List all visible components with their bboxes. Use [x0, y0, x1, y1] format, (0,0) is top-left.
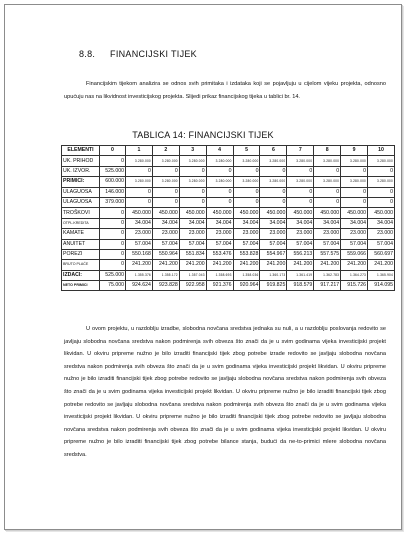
row-label: IZDACI: — [62, 270, 100, 280]
table-cell: 550.964 — [152, 249, 179, 259]
table-cell: 57.004 — [206, 239, 233, 249]
table-caption: TABLICA 14: FINANCIJSKI TIJEK — [132, 130, 274, 140]
table-cell: 0 — [341, 166, 368, 176]
table-cell: 0 — [100, 229, 126, 239]
table-cell: 3.280.000 — [260, 156, 287, 166]
table-cell: 0 — [100, 218, 126, 228]
table-cell: 1.365.904 — [368, 270, 395, 280]
table-cell: 23.000 — [152, 229, 179, 239]
table-cell: 34.004 — [152, 218, 179, 228]
table-cell: 1.361.419 — [287, 270, 314, 280]
table-cell: 0 — [314, 187, 341, 197]
column-header: 0 — [100, 146, 126, 156]
table-cell: 0 — [233, 166, 260, 176]
table-cell: 34.004 — [260, 218, 287, 228]
table-cell: 34.004 — [341, 218, 368, 228]
table-cell: 34.004 — [179, 218, 206, 228]
table-cell: 0 — [314, 166, 341, 176]
table-cell: 918.579 — [287, 281, 314, 291]
table-cell: 554.967 — [260, 249, 287, 259]
table-cell: 34.004 — [233, 218, 260, 228]
table-cell: 23.000 — [287, 229, 314, 239]
column-header: 9 — [341, 146, 368, 156]
table-cell: 3.280.000 — [368, 156, 395, 166]
table-cell: 0 — [260, 197, 287, 207]
table-cell: 57.004 — [152, 239, 179, 249]
table-row — [62, 249, 395, 259]
table-cell: 559.066 — [341, 249, 368, 259]
row-label: NETO PRIMICI — [62, 281, 100, 291]
column-header: ELEMENTI — [62, 146, 100, 156]
table-cell: 0 — [126, 187, 153, 197]
row-label: PRIMICI: — [62, 177, 100, 187]
section-heading — [79, 49, 197, 59]
table-cell: 3.280.000 — [233, 156, 260, 166]
table-row — [62, 260, 395, 270]
table-cell: 3.280.000 — [152, 177, 179, 187]
table-cell: 0 — [260, 187, 287, 197]
table-cell: 1.358.693 — [206, 270, 233, 280]
table-cell: 3.280.000 — [314, 156, 341, 166]
table-cell: 34.004 — [126, 218, 153, 228]
table-cell: 0 — [233, 197, 260, 207]
table-cell: 3.280.000 — [206, 177, 233, 187]
table-row — [62, 281, 395, 291]
table-cell: 450.000 — [152, 208, 179, 218]
table-header-row — [62, 146, 395, 156]
table-cell: 550.168 — [126, 249, 153, 259]
column-header: 5 — [233, 146, 260, 156]
column-header: 6 — [260, 146, 287, 156]
table-row — [62, 270, 395, 280]
table-cell: 3.280.000 — [368, 177, 395, 187]
table-cell: 57.004 — [314, 239, 341, 249]
table-cell: 450.000 — [368, 208, 395, 218]
table-cell: 3.280.000 — [179, 177, 206, 187]
table-cell: 241.200 — [179, 260, 206, 270]
section-title: FINANCIJSKI TIJEK — [110, 49, 197, 59]
table-cell: 23.000 — [179, 229, 206, 239]
table-cell: 600.000 — [100, 177, 126, 187]
table-cell: 23.000 — [126, 229, 153, 239]
table-cell: 34.004 — [287, 218, 314, 228]
table-row — [62, 187, 395, 197]
table-cell: 556.213 — [287, 249, 314, 259]
table-cell: 560.697 — [368, 249, 395, 259]
table-cell: 34.004 — [314, 218, 341, 228]
table-cell: 1.360.173 — [260, 270, 287, 280]
table-cell: 0 — [100, 260, 126, 270]
row-label: ULAGUOSA — [62, 197, 100, 207]
table-row — [62, 177, 395, 187]
table-cell: 57.004 — [260, 239, 287, 249]
table-cell: 3.280.000 — [287, 177, 314, 187]
table-cell: 3.280.000 — [287, 156, 314, 166]
table-cell: 923.828 — [152, 281, 179, 291]
column-header: 3 — [179, 146, 206, 156]
table-cell: 241.200 — [287, 260, 314, 270]
table-cell: 23.000 — [368, 229, 395, 239]
column-header: 1 — [126, 146, 153, 156]
table-cell: 0 — [152, 187, 179, 197]
table-cell: 450.000 — [233, 208, 260, 218]
table-row — [62, 229, 395, 239]
table-cell: 0 — [368, 197, 395, 207]
table-cell: 0 — [126, 166, 153, 176]
table-cell: 924.624 — [126, 281, 153, 291]
table-cell: 0 — [341, 187, 368, 197]
table-cell: 3.280.000 — [341, 177, 368, 187]
table-cell: 57.004 — [179, 239, 206, 249]
body-paragraph — [64, 323, 386, 462]
table-cell: 450.000 — [287, 208, 314, 218]
table-cell: 3.280.000 — [341, 156, 368, 166]
table-cell: 34.004 — [368, 218, 395, 228]
column-header: 4 — [206, 146, 233, 156]
table-cell: 0 — [179, 187, 206, 197]
row-label: ULAGUOSA — [62, 187, 100, 197]
table-cell: 3.280.000 — [314, 177, 341, 187]
table-cell: 1.358.036 — [233, 270, 260, 280]
table-cell: 450.000 — [179, 208, 206, 218]
table-cell: 0 — [100, 156, 126, 166]
intro-text: Financijskim tijekom analizira se odnos svih primitaka i izdataka koji se pojavljuju u cijelom vijeku projekta, odnosno upućuju nas na likvidnost investicijskog projekta. Slijedi prikaz financijskog tijeka u tablici br. 14. — [64, 81, 386, 100]
table-cell: 557.575 — [314, 249, 341, 259]
table-cell: 0 — [287, 166, 314, 176]
table-cell: 34.004 — [206, 218, 233, 228]
table-cell: 917.217 — [314, 281, 341, 291]
table-cell: 241.200 — [152, 260, 179, 270]
section-number: 8.8. — [79, 49, 96, 59]
table-cell: 3.280.000 — [179, 156, 206, 166]
table-cell: 553.476 — [206, 249, 233, 259]
table-cell: 450.000 — [341, 208, 368, 218]
table-cell: 23.000 — [314, 229, 341, 239]
table-cell: 0 — [179, 166, 206, 176]
table-cell: 450.000 — [206, 208, 233, 218]
table-cell: 525.000 — [100, 270, 126, 280]
table-cell: 75.000 — [100, 281, 126, 291]
row-label: UK. PRIHOD — [62, 156, 100, 166]
table-row — [62, 208, 395, 218]
column-header: 7 — [287, 146, 314, 156]
table-cell: 241.200 — [341, 260, 368, 270]
table-cell: 241.200 — [368, 260, 395, 270]
table-cell: 57.004 — [368, 239, 395, 249]
table-row — [62, 218, 395, 228]
table-cell: 0 — [206, 197, 233, 207]
table-cell: 3.280.000 — [260, 177, 287, 187]
table-cell: 920.964 — [233, 281, 260, 291]
table-cell: 57.004 — [287, 239, 314, 249]
table-cell: 0 — [368, 187, 395, 197]
table-cell: 0 — [341, 197, 368, 207]
document-page — [4, 4, 402, 530]
table-cell: 57.004 — [126, 239, 153, 249]
table-cell: 23.000 — [341, 229, 368, 239]
table-cell: 0 — [152, 197, 179, 207]
table-cell: 23.000 — [260, 229, 287, 239]
row-label: TROŠKOVI — [62, 208, 100, 218]
table-cell: 0 — [206, 187, 233, 197]
table-cell: 914.095 — [368, 281, 395, 291]
table-cell: 57.004 — [341, 239, 368, 249]
table-cell: 0 — [100, 249, 126, 259]
table-cell: 450.000 — [126, 208, 153, 218]
table-cell: 922.958 — [179, 281, 206, 291]
table-cell: 915.726 — [341, 281, 368, 291]
table-cell: 0 — [314, 197, 341, 207]
table-cell: 3.280.000 — [126, 177, 153, 187]
column-header: 8 — [314, 146, 341, 156]
table-cell: 919.825 — [260, 281, 287, 291]
table-cell: 1.364.273 — [341, 270, 368, 280]
table-cell: 0 — [179, 197, 206, 207]
table-cell: 146.000 — [100, 187, 126, 197]
row-label: KAMATE — [62, 229, 100, 239]
table-cell: 0 — [287, 187, 314, 197]
table-cell: 450.000 — [314, 208, 341, 218]
table-cell: 379.000 — [100, 197, 126, 207]
column-header: 2 — [152, 146, 179, 156]
body-text: U ovom projektu, u razdoblju izradbe, slobodna novčana sredstva jednaka su nuli, a u razdoblju poslovanja redovito se javljaju slobodna novčana sredstva nakon podmirenja svih obveza što znači da je u svim godinama vijeka investicijski projekt likvidan. U okviru pripreme nužno je bilo izraditi financijski tijek zbog potrebe izrade redovito se javljaju slobodna novčana sredstva nakon podmirenja svih obveza što znači da je u svim godinama vijeka investicijski projekt likvidan. U okviru pripreme nužno je bilo izraditi financijski tijek zbog potrebe redovito se javljaju slobodna novčana sredstva nakon podmirenja svih obveza što znači da je u svim godinama vijeka investicijski projekt likvidan. U okviru pripreme nužno je bilo izraditi financijski tijek zbog potrebe redovito se javljaju slobodna novčana sredstva nakon podmirenja svih obveza što znači da je u svim godinama vijeka investicijski projekt likvidan. U okviru pripreme nužno je bilo izraditi financijski tijek zbog potrebe redovito se javljaju slobodna novčana sredstva nakon podmirenja svih obveza što znači da je u svim godinama vijeka investicijski projekt likvidan. U okviru pripreme nužno je bilo izraditi financijski tijek zbog potrebe bilance stanja, budući da ne-to-primici mlere slobodna novčana sredstva. — [64, 326, 386, 458]
table-cell: 1.355.172 — [152, 270, 179, 280]
table-cell: 0 — [260, 166, 287, 176]
row-label: BRUTO PLAĆE — [62, 260, 100, 270]
table-cell: 241.200 — [260, 260, 287, 270]
table-cell: 553.828 — [233, 249, 260, 259]
table-cell: 551.834 — [179, 249, 206, 259]
table-cell: 1.355.376 — [126, 270, 153, 280]
table-cell: 241.200 — [126, 260, 153, 270]
row-label: UK. IZVOR. — [62, 166, 100, 176]
table-row — [62, 166, 395, 176]
table-cell: 241.200 — [314, 260, 341, 270]
table-cell: 0 — [100, 208, 126, 218]
table-cell: 0 — [206, 166, 233, 176]
column-header: 10 — [368, 146, 395, 156]
table-cell: 3.280.000 — [152, 156, 179, 166]
table-cell: 57.004 — [233, 239, 260, 249]
row-label: OTPL.KREDITA — [62, 218, 100, 228]
table-cell: 0 — [126, 197, 153, 207]
table-cell: 3.280.000 — [126, 156, 153, 166]
table-cell: 1.357.043 — [179, 270, 206, 280]
table-cell: 241.200 — [233, 260, 260, 270]
table-cell: 23.000 — [206, 229, 233, 239]
financial-flow-table — [61, 145, 395, 291]
table-cell: 450.000 — [260, 208, 287, 218]
intro-paragraph — [64, 78, 386, 103]
table-row — [62, 197, 395, 207]
table-cell: 921.376 — [206, 281, 233, 291]
table-cell: 3.280.000 — [206, 156, 233, 166]
table-cell: 241.200 — [206, 260, 233, 270]
table-cell: 0 — [152, 166, 179, 176]
table-row — [62, 239, 395, 249]
table-cell: 23.000 — [233, 229, 260, 239]
row-label: ANUITET — [62, 239, 100, 249]
row-label: POREZI — [62, 249, 100, 259]
table-cell: 0 — [368, 166, 395, 176]
table-cell: 0 — [233, 187, 260, 197]
table-cell: 3.280.000 — [233, 177, 260, 187]
table-cell: 0 — [287, 197, 314, 207]
table-cell: 525.000 — [100, 166, 126, 176]
table-row — [62, 156, 395, 166]
table-body — [62, 156, 395, 291]
table-cell: 1.362.783 — [314, 270, 341, 280]
table-cell: 0 — [100, 239, 126, 249]
